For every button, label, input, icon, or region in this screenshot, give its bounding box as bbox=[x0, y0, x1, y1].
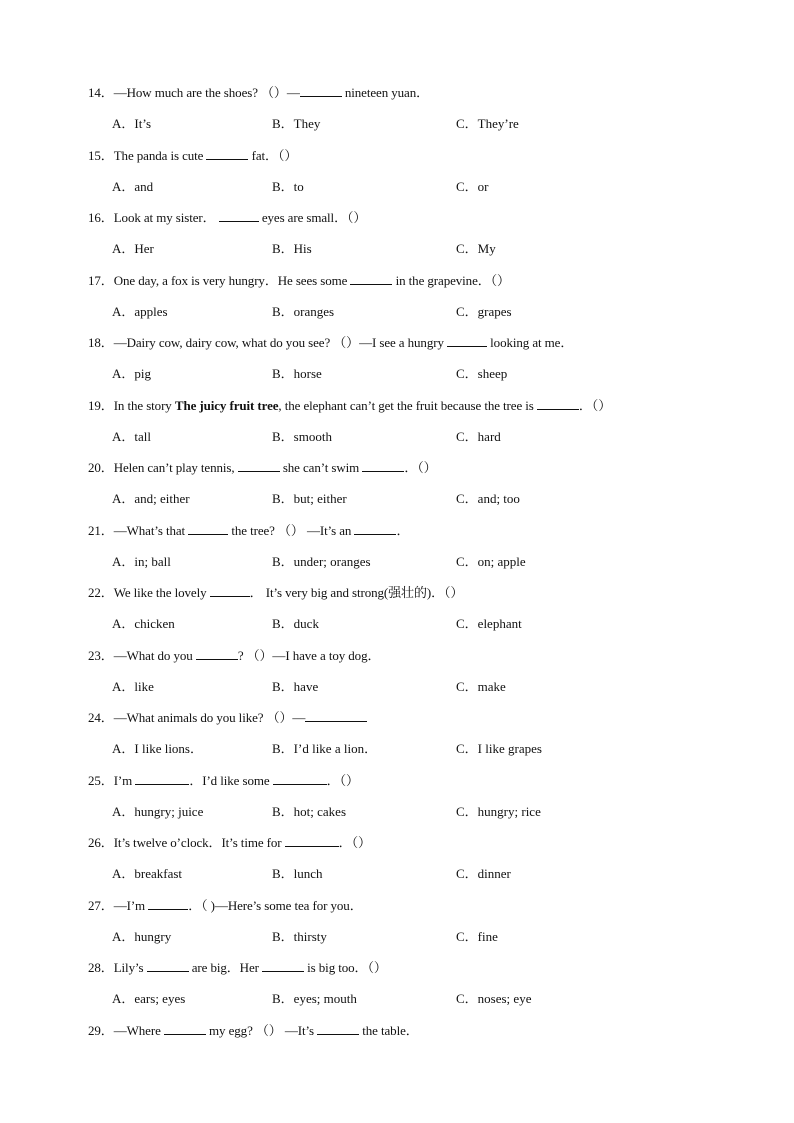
answer-option-c[interactable]: C．and; too bbox=[456, 491, 520, 506]
question-text: the tree? （） —It’s an bbox=[228, 522, 355, 538]
answer-option-b[interactable]: B．They bbox=[272, 116, 321, 131]
answer-option-b[interactable]: B．His bbox=[272, 241, 312, 256]
answer-blank[interactable] bbox=[148, 897, 188, 910]
question-stem bbox=[88, 957, 387, 976]
question-text: 26．It’s twelve o’clock．It’s time for bbox=[88, 835, 285, 850]
question-text: 23．—What do you bbox=[88, 647, 196, 663]
answer-option-c[interactable]: C．sheep bbox=[456, 366, 508, 381]
answer-option-b[interactable]: B．I’d like a lion． bbox=[272, 741, 378, 756]
question-text: 15．The panda is cute bbox=[88, 147, 207, 163]
answer-blank[interactable] bbox=[447, 334, 487, 347]
question-text: 21．—What’s that bbox=[88, 522, 189, 538]
answer-blank[interactable] bbox=[305, 709, 367, 722]
answer-option-a[interactable]: A．like bbox=[112, 678, 154, 694]
answer-option-a[interactable]: A．and; either bbox=[112, 491, 190, 506]
answer-option-b[interactable]: B．have bbox=[272, 678, 319, 694]
answer-option-b[interactable]: B．to bbox=[272, 178, 304, 194]
question-stem bbox=[88, 207, 366, 226]
answer-option-c[interactable]: C．hungry; rice bbox=[456, 803, 541, 819]
question-stem bbox=[88, 520, 409, 539]
answer-option-a[interactable]: A．hungry; juice bbox=[112, 803, 204, 819]
question-text: ． bbox=[396, 522, 410, 538]
answer-blank[interactable] bbox=[350, 272, 392, 285]
question-text: looking at me． bbox=[487, 335, 574, 350]
answer-option-c[interactable]: C．My bbox=[456, 241, 496, 256]
answer-option-c[interactable]: C．noses; eye bbox=[456, 991, 532, 1006]
answer-option-c[interactable]: C．I like grapes bbox=[456, 741, 542, 756]
answer-blank[interactable] bbox=[210, 584, 250, 597]
answer-option-c[interactable]: C．on; apple bbox=[456, 553, 526, 569]
answer-option-b[interactable]: B．lunch bbox=[272, 866, 323, 881]
answer-option-b[interactable]: B．under; oranges bbox=[272, 553, 371, 569]
answer-blank[interactable] bbox=[135, 772, 189, 785]
answer-blank[interactable] bbox=[354, 522, 396, 535]
answer-blank[interactable] bbox=[238, 459, 280, 472]
answer-option-a[interactable]: A．hungry bbox=[112, 928, 172, 944]
question-text: ． It’s very big and strong(强壮的)．（） bbox=[249, 585, 464, 600]
question-text: ? （）—I have a toy dog． bbox=[237, 647, 381, 663]
question-text: 24．—What animals do you like? （）— bbox=[88, 710, 306, 725]
question-stem bbox=[88, 832, 371, 851]
answer-blank[interactable] bbox=[219, 209, 259, 222]
answer-option-a[interactable]: A．and bbox=[112, 178, 154, 194]
answer-blank[interactable] bbox=[262, 959, 304, 972]
question-text: 16．Look at my sister． bbox=[88, 210, 219, 225]
answer-option-c[interactable]: C．fine bbox=[456, 928, 498, 944]
question-stem bbox=[88, 770, 359, 789]
question-text: 20．Helen can’t play tennis, bbox=[88, 460, 238, 475]
answer-option-b[interactable]: B．thirsty bbox=[272, 928, 327, 944]
answer-option-b[interactable]: B．oranges bbox=[272, 303, 335, 319]
question-text: nineteen yuan． bbox=[341, 85, 430, 100]
answer-blank[interactable] bbox=[273, 772, 327, 785]
question-text: the table． bbox=[359, 1022, 419, 1038]
answer-option-b[interactable]: B．but; either bbox=[272, 491, 347, 506]
question-stem bbox=[88, 1020, 419, 1039]
question-text: 17．One day, a fox is very hungry．He sees some bbox=[88, 272, 351, 288]
answer-option-a[interactable]: A．It’s bbox=[112, 116, 152, 131]
answer-option-c[interactable]: C．They’re bbox=[456, 116, 519, 131]
answer-blank[interactable] bbox=[362, 459, 404, 472]
answer-blank[interactable] bbox=[188, 522, 228, 535]
question-stem bbox=[88, 332, 573, 351]
question-text: are big．Her bbox=[188, 960, 263, 975]
answer-option-a[interactable]: A．breakfast bbox=[112, 866, 183, 881]
question-text: 28．Lily’s bbox=[88, 960, 147, 975]
question-stem bbox=[88, 82, 429, 101]
question-stem bbox=[88, 895, 363, 914]
answer-blank[interactable] bbox=[164, 1022, 206, 1035]
answer-option-c[interactable]: C．elephant bbox=[456, 616, 522, 631]
answer-blank[interactable] bbox=[147, 959, 189, 972]
question-text: ．（） bbox=[578, 397, 612, 413]
answer-blank[interactable] bbox=[317, 1022, 359, 1035]
question-text: , the elephant can’t get the fruit because the tree is bbox=[278, 397, 537, 413]
answer-option-a[interactable]: A．chicken bbox=[112, 616, 175, 631]
question-text: 22．We like the lovely bbox=[88, 585, 210, 600]
question-text: my egg? （） —It’s bbox=[205, 1022, 318, 1038]
question-stem bbox=[88, 582, 463, 601]
question-stem bbox=[88, 645, 380, 664]
question-text: 14．—How much are the shoes? （）— bbox=[88, 85, 300, 100]
question-stem bbox=[88, 395, 611, 414]
answer-option-a[interactable]: A．in; ball bbox=[112, 553, 171, 569]
answer-option-b[interactable]: B．hot; cakes bbox=[272, 803, 347, 819]
question-text: 29．—Where bbox=[88, 1022, 164, 1038]
question-stem bbox=[88, 707, 367, 726]
answer-option-c[interactable]: C．make bbox=[456, 678, 506, 694]
answer-blank[interactable] bbox=[285, 834, 339, 847]
story-title: The juicy fruit tree bbox=[174, 397, 279, 413]
answer-blank[interactable] bbox=[537, 397, 579, 410]
answer-option-a[interactable]: A．I like lions． bbox=[112, 741, 203, 756]
answer-option-a[interactable]: A．Her bbox=[112, 241, 154, 256]
answer-option-a[interactable]: A．apples bbox=[112, 303, 168, 319]
question-stem bbox=[88, 457, 437, 476]
answer-option-a[interactable]: A．pig bbox=[112, 366, 152, 381]
question-stem bbox=[88, 145, 297, 164]
question-text: ．（） bbox=[404, 460, 437, 475]
question-text: ．I’d like some bbox=[189, 772, 273, 788]
question-text: ．（） bbox=[326, 772, 359, 788]
answer-option-c[interactable]: C．grapes bbox=[456, 303, 512, 319]
question-text: 25．I’m bbox=[88, 772, 136, 788]
answer-option-b[interactable]: B．smooth bbox=[272, 428, 332, 444]
question-text: ．（ )—Here’s some tea for you． bbox=[188, 897, 363, 913]
answer-blank[interactable] bbox=[196, 647, 238, 660]
question-text: ．（） bbox=[338, 835, 371, 850]
answer-option-a[interactable]: A．ears; eyes bbox=[112, 991, 186, 1006]
question-text: fat．（） bbox=[248, 147, 298, 163]
answer-option-c[interactable]: C．dinner bbox=[456, 866, 511, 881]
answer-option-c[interactable]: C．hard bbox=[456, 428, 501, 444]
answer-blank[interactable] bbox=[300, 84, 342, 97]
question-text: eyes are small．（） bbox=[258, 210, 367, 225]
question-stem bbox=[88, 270, 510, 289]
question-text: in the grapevine．（） bbox=[392, 272, 510, 288]
answer-option-c[interactable]: C．or bbox=[456, 178, 489, 194]
question-text: 27．—I’m bbox=[88, 897, 149, 913]
answer-option-b[interactable]: B．horse bbox=[272, 366, 322, 381]
answer-blank[interactable] bbox=[206, 147, 248, 160]
answer-option-a[interactable]: A．tall bbox=[112, 428, 151, 444]
question-text: 19．In the story bbox=[88, 397, 175, 413]
question-text: is big too．（） bbox=[304, 960, 387, 975]
answer-option-b[interactable]: B．eyes; mouth bbox=[272, 991, 357, 1006]
answer-option-b[interactable]: B．duck bbox=[272, 616, 319, 631]
question-text: she can’t swim bbox=[279, 460, 363, 475]
question-text: 18．—Dairy cow, dairy cow, what do you see? （）—I see a hungry bbox=[88, 335, 448, 350]
